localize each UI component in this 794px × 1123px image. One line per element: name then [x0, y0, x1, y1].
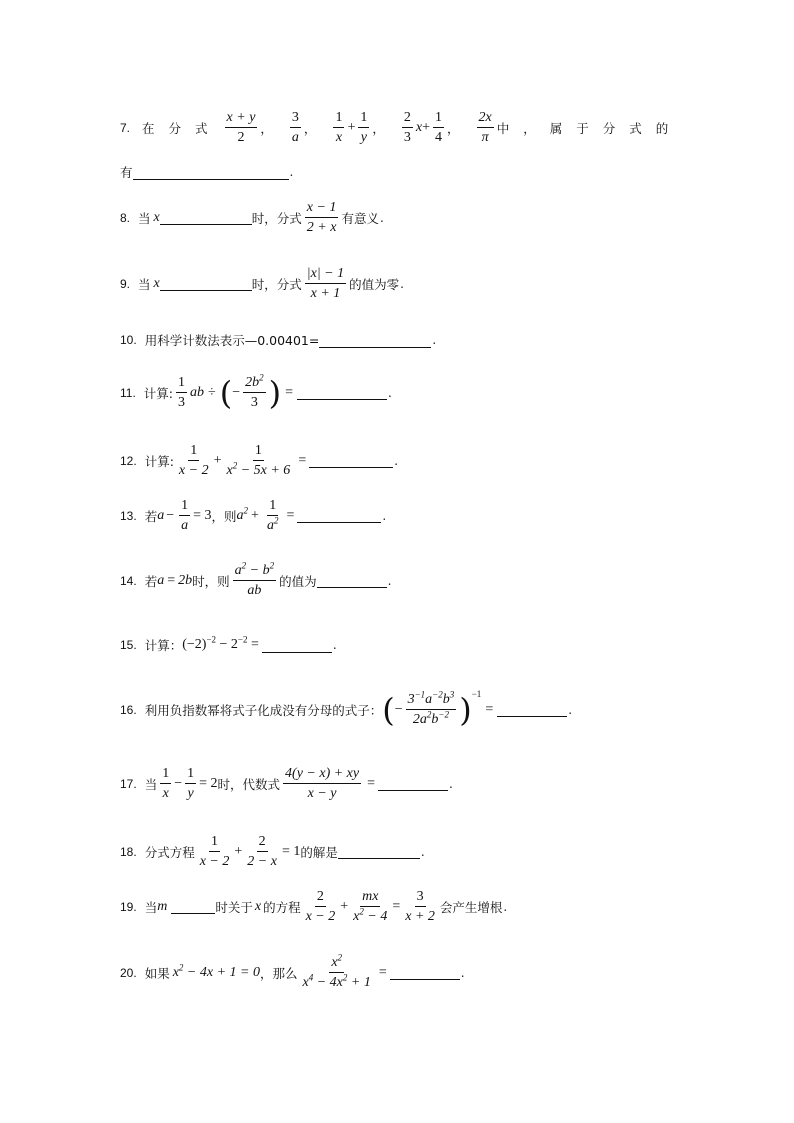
period: . — [432, 333, 437, 347]
variable: m — [157, 898, 168, 914]
fraction: $\frac{2}{x - 2}$ — [305, 889, 336, 924]
fraction: $\frac{1}{3}$ — [178, 375, 186, 410]
question-text: 的值为零 — [349, 276, 400, 292]
question-text: 分式方程 — [144, 844, 195, 860]
question-text: 若 — [144, 508, 158, 524]
period: . — [289, 165, 294, 179]
question-text: 会产生增根 — [439, 899, 503, 915]
question-number: 14. — [120, 573, 137, 588]
question-text: 当 — [138, 210, 151, 226]
fraction: $\frac{2}{3}$ — [403, 110, 411, 145]
fraction: $\frac{a^2 - b^2}{ab}$ — [234, 560, 275, 598]
question-text: ，那么 — [259, 965, 298, 981]
question-17: 17. 当 $\frac{1}{x}$ − $\frac{1}{y}$ = 2 时，代数式 $\frac{4(y - x) + xy}{x - y}$ = . — [120, 766, 453, 801]
question-12: 12. 计算: $\frac{1}{x - 2}$ + $\frac{1}{x^2 - 5x + 6}$ = . — [120, 443, 399, 478]
answer-blank[interactable] — [262, 638, 332, 653]
question-number: 17. — [120, 776, 137, 791]
question-18: 18. 分式方程 $\frac{1}{x - 2}$ + $\frac{2}{2 - x}$ = 1 的解是 . — [120, 834, 425, 869]
left-paren: ( — [219, 373, 233, 412]
question-text: 在分式 — [142, 120, 222, 136]
fraction: $\frac{1}{x - 2}$ — [178, 443, 209, 478]
question-13: 13. 若 a − $\frac{1}{a}$ = 3 ，则 $a^2$ + $\frac{1}{a^2}$ = . — [120, 498, 387, 533]
question-10 — [120, 331, 436, 349]
question-text: 时，则 — [192, 573, 230, 589]
fraction: $\frac{x^2}{x^4 - 4x^2 + 1}$ — [302, 952, 371, 990]
question-number: 7. — [120, 120, 131, 135]
right-paren: ) — [459, 690, 472, 729]
question-20: 20. 如果 $x^2 - 4x + 1 = 0$ ，那么 $\frac{x^2}{x^4 - 4x^2 + 1}$ = . — [120, 952, 465, 990]
question-text: 计算: — [144, 453, 174, 469]
question-9 — [120, 264, 404, 303]
period: . — [420, 844, 425, 859]
period: . — [387, 385, 392, 400]
question-text: 当 — [144, 899, 158, 915]
fraction: $\frac{1}{a}$ — [181, 498, 189, 533]
question-15: 15. 计算： $(-2)^{-2} - 2^{-2}$ = . — [120, 634, 337, 653]
question-text: 若 — [144, 573, 158, 589]
answer-blank[interactable] — [497, 702, 567, 717]
question-text: 中，属于分式的 — [496, 120, 683, 136]
fraction: $\frac{x + y}{2}$ — [226, 110, 256, 145]
period: . — [400, 276, 404, 291]
question-text: 利用负指数幂将式子化成没有分母的式子： — [144, 702, 383, 718]
question-number: 15. — [120, 638, 137, 652]
answer-blank[interactable] — [317, 573, 387, 588]
question-text: 的方程 — [263, 899, 301, 915]
question-number: 20. — [120, 965, 137, 980]
right-paren: ) — [268, 373, 282, 412]
fraction: $\frac{2b^2}{3}$ — [245, 372, 264, 410]
fraction: $\frac{1}{y}$ — [187, 766, 195, 801]
fraction: $\frac{3}{a}$ — [291, 110, 299, 145]
fraction: $\frac{2}{2 - x}$ — [247, 834, 277, 869]
question-number: 16. — [120, 702, 137, 717]
question-text: 时关于 — [215, 899, 253, 915]
fraction: $\frac{1}{x}$ — [335, 110, 343, 145]
answer-blank[interactable] — [133, 165, 289, 180]
question-number: 18. — [120, 844, 137, 859]
question-text: 当 — [144, 776, 158, 792]
period: . — [332, 638, 337, 652]
question-number: 10. — [120, 333, 137, 347]
question-8 — [120, 198, 384, 237]
question-11: 11. 计算: $\frac{1}{3}$ ab ÷ ( − $\frac{2b^2}{3}$ ) = . — [120, 372, 392, 412]
period: . — [503, 899, 508, 914]
question-number: 8. — [120, 210, 131, 225]
variable: x — [153, 275, 160, 291]
question-text: 时，分式 — [251, 276, 302, 292]
period: . — [394, 453, 399, 468]
answer-blank[interactable] — [338, 844, 420, 859]
fraction: $\frac{1}{y}$ — [360, 110, 368, 145]
fraction: $\frac{1}{a^2}$ — [266, 498, 279, 533]
question-number: 13. — [120, 508, 137, 523]
question-text: 有 — [120, 165, 133, 180]
variable: x — [254, 898, 262, 914]
answer-blank[interactable] — [390, 965, 460, 980]
question-text: 用科学计数法表示—0.00401= — [144, 333, 320, 348]
variable: x — [153, 209, 160, 225]
question-text: 的值为 — [279, 573, 317, 589]
fraction: $\frac{1}{x - 2}$ — [199, 834, 230, 869]
question-number: 19. — [120, 899, 137, 914]
answer-blank[interactable] — [309, 453, 393, 468]
question-text: 如果 — [144, 965, 170, 981]
question-text: 计算: — [143, 385, 174, 401]
left-paren: ( — [382, 690, 395, 729]
question-text: 有意义 — [341, 210, 379, 226]
fraction: $\frac{4(y - x) + xy}{x - y}$ — [285, 766, 360, 801]
fraction: $\frac{mx}{x^2 - 4}$ — [353, 889, 388, 924]
question-19: 19. 当 m 时关于 x 的方程 $\frac{2}{x - 2}$ + $\frac{mx}{x^2 - 4}$ = $\frac{3}{x + 2}$ 会产生增根 . — [120, 889, 508, 924]
fraction: $\frac{1}{x}$ — [162, 766, 170, 801]
question-text: 的解是 — [300, 844, 338, 860]
period: . — [379, 210, 384, 225]
period: . — [449, 776, 453, 791]
fraction: $\frac{3^{-1}a^{-2}b^3}{2a^2b^{-2}}$ — [407, 689, 455, 727]
answer-blank[interactable] — [160, 210, 252, 225]
question-14: 14. 若 a = 2b 时，则 $\frac{a^2 - b^2}{ab}$ 的值为 . — [120, 560, 392, 598]
question-text: 计算： — [144, 638, 183, 653]
question-7: 7. 在分式 $\frac{x + y}{2}$ ， $\frac{3}{a}$ ， $\frac{1}{x}$ + $\frac{1}{y}$ ， $\frac{2}{3}$ x + $\frac{1}{4}$ ， $\frac{2x}{\pi}$ 中，属于分式的 — [120, 110, 683, 145]
answer-blank[interactable] — [160, 276, 252, 291]
question-7-line2 — [120, 163, 293, 181]
question-16: 16. 利用负指数幂将式子化成没有分母的式子： ( − $\frac{3^{-1}a^{-2}b^3}{2a^2b^{-2}}$ ) −1 = . — [120, 688, 573, 729]
answer-blank[interactable] — [171, 899, 215, 914]
question-number: 9. — [120, 276, 131, 291]
fraction: $\frac{2x}{\pi}$ — [478, 110, 492, 145]
fraction: $\frac{|x| - 1}{x + 1}$ — [306, 266, 345, 301]
answer-blank[interactable] — [378, 776, 448, 791]
period: . — [568, 702, 573, 717]
period: . — [387, 573, 392, 588]
question-text: 当 — [138, 276, 151, 292]
question-text: 时，分式 — [251, 210, 302, 226]
fraction: $\frac{x - 1}{2 + x}$ — [306, 200, 337, 235]
answer-blank[interactable] — [319, 333, 431, 348]
question-text: ，则 — [211, 508, 237, 524]
answer-blank[interactable] — [297, 508, 381, 523]
question-number: 11. — [120, 385, 136, 400]
question-number: 12. — [120, 453, 137, 468]
period: . — [460, 965, 465, 980]
fraction: $\frac{1}{4}$ — [434, 110, 442, 145]
question-text: 时，代数式 — [217, 776, 281, 792]
answer-blank[interactable] — [297, 385, 387, 400]
fraction: $\frac{1}{x^2 - 5x + 6}$ — [226, 443, 291, 478]
period: . — [382, 508, 387, 523]
fraction: $\frac{3}{x + 2}$ — [405, 889, 435, 924]
